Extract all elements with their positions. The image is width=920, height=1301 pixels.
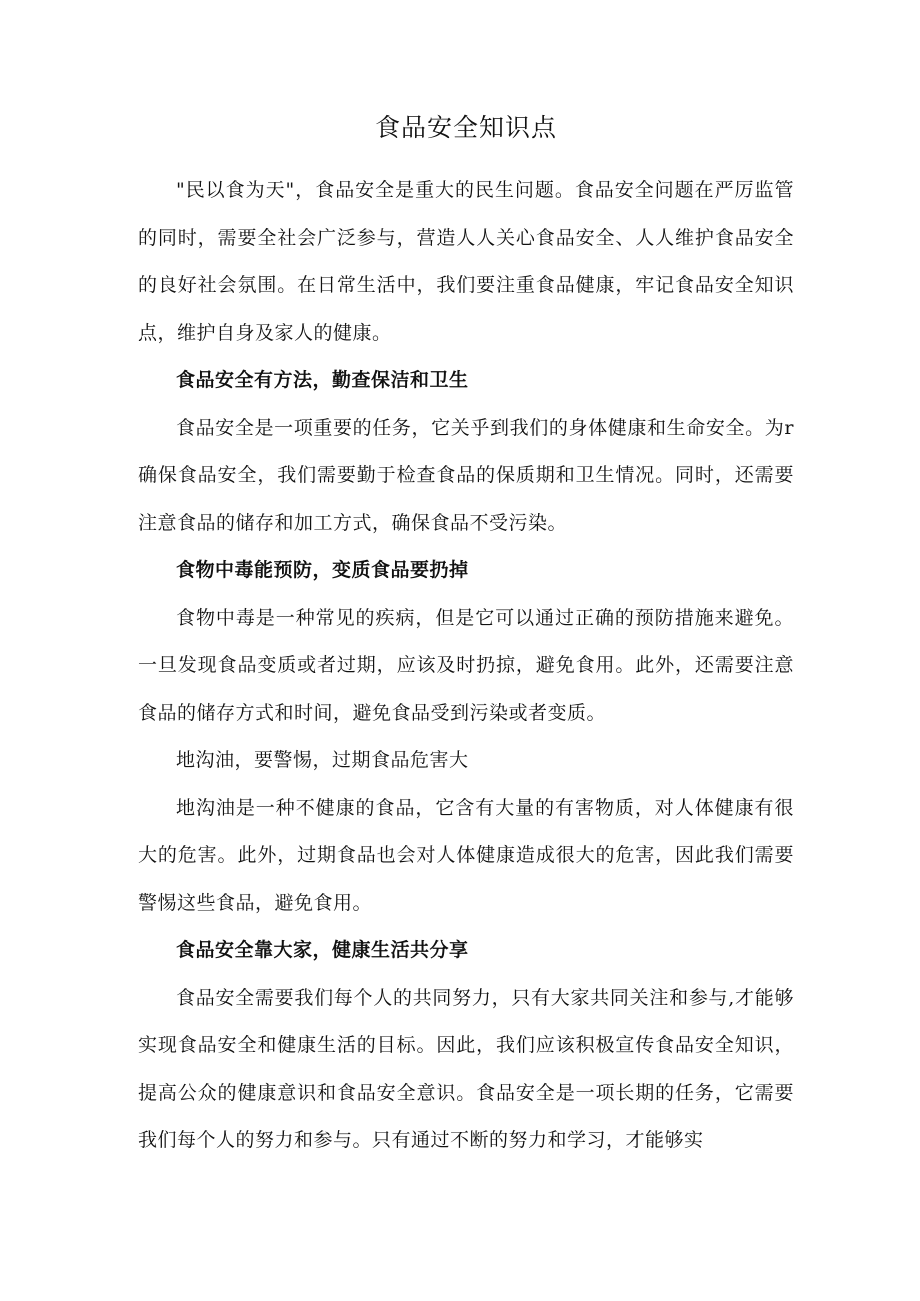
section-body-everyone: 食品安全需要我们每个人的共同努力，只有大家共同关注和参与,才能够实现食品安全和健康生活的目标。因此，我们应该积极宣传食品安全知识，提高公众的健康意识和食品安全意识。食品安全是一项长期的任务，它需要我们每个人的努力和参与。只有通过不断的努力和学习，才能够实 — [138, 986, 794, 1151]
section-body-method: 食品安全是一项重要的任务，它关乎到我们的身体健康和生命安全。为r确保食品安全，我们需要勤于检查食品的保质期和卫生情况。同时，还需要注意食品的储存和加工方式，确保食品不受污染。 — [138, 416, 794, 534]
document-title: 食品安全知识点 — [374, 113, 557, 142]
section-heading-everyone: 食品安全靠大家，健康生活共分享 — [176, 939, 469, 961]
section-heading-poisoning: 食物中毒能预防，变质食品要扔掉 — [176, 559, 469, 581]
document-content — [138, 108, 794, 1165]
section-body-poisoning: 食物中毒是一种常见的疾病，但是它可以通过正确的预防措施来避免。一旦发现食品变质或者过期，应该及时扔掠，避免食用。此外，还需要注意食品的储存方式和时间，避免食品受到污染或者变质。 — [138, 606, 794, 724]
section-body-gutter-oil: 地沟油是一种不健康的食品，它含有大量的有害物质，对人体健康有很大的危害。此外，过期食品也会对人体健康造成很大的危害，因此我们需要警惕这些食品，避免食用。 — [138, 796, 794, 914]
intro-paragraph: "民以食为天"，食品安全是重大的民生问题。食品安全问题在严厉监管的同时，需要全社会广泛参与，营造人人关心食品安全、人人维护食品安全的良好社会氛围。在日常生活中，我们要注重食品健康，牢记食品安全知识点，维护自身及家人的健康。 — [138, 179, 794, 344]
section-heading-method: 食品安全有方法，勤查保洁和卫生 — [176, 369, 469, 391]
section-heading-gutter-oil: 地沟油，要警惕，过期食品危害大 — [176, 749, 469, 771]
